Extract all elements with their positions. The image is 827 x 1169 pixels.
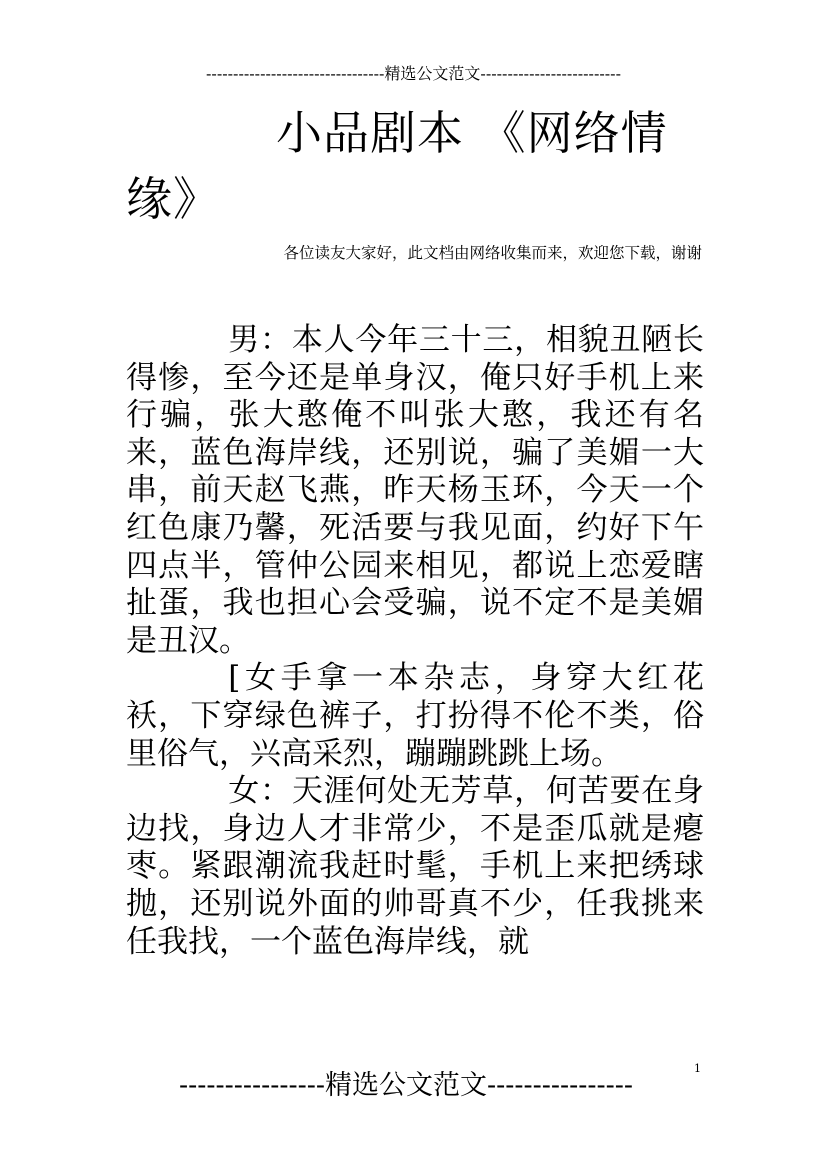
title-line-1 bbox=[126, 100, 706, 166]
page-header: ---------------------------------精选公文范文-------------------------- bbox=[206, 64, 621, 83]
download-notice: 各位读友大家好，此文档由网络收集而来，欢迎您下载，谢谢 bbox=[283, 244, 702, 262]
script-body bbox=[126, 322, 704, 961]
page-footer: ----------------精选公文范文---------------- bbox=[179, 1070, 633, 1101]
title-line-1-text: 小品剧本 《网络情 bbox=[276, 106, 668, 160]
page-number: 1 bbox=[694, 1062, 701, 1075]
paragraph-stage-direction: [女手拿一本杂志，身穿大红花袄，下穿绿色裤子，打扮得不伦不类，俗里俗气，兴高采烈，蹦蹦跳跳上场。 bbox=[126, 660, 704, 772]
paragraph-male-monologue: 男：本人今年三十三，相貌丑陋长得惨，至今还是单身汉，俺只好手机上来行骗，张大憨俺不叫张大憨，我还有名来，蓝色海岸线，还别说，骗了美媚一大串，前天赵飞燕，昨天杨玉环，今天一个红色康乃馨，死活要与我见面，约好下午四点半，管仲公园来相见，都说上恋爱瞎扯蛋，我也担心会受骗，说不定不是美媚是丑汉。 bbox=[126, 322, 704, 659]
document-title bbox=[126, 100, 706, 232]
paragraph-female-monologue: 女：天涯何处无芳草，何苦要在身边找，身边人才非常少，不是歪瓜就是瘪枣。紧跟潮流我赶时髦，手机上来把绣球抛，还别说外面的帅哥真不少，任我挑来任我找，一个蓝色海岸线，就 bbox=[126, 773, 704, 960]
title-line-2: 缘》 bbox=[126, 172, 220, 226]
